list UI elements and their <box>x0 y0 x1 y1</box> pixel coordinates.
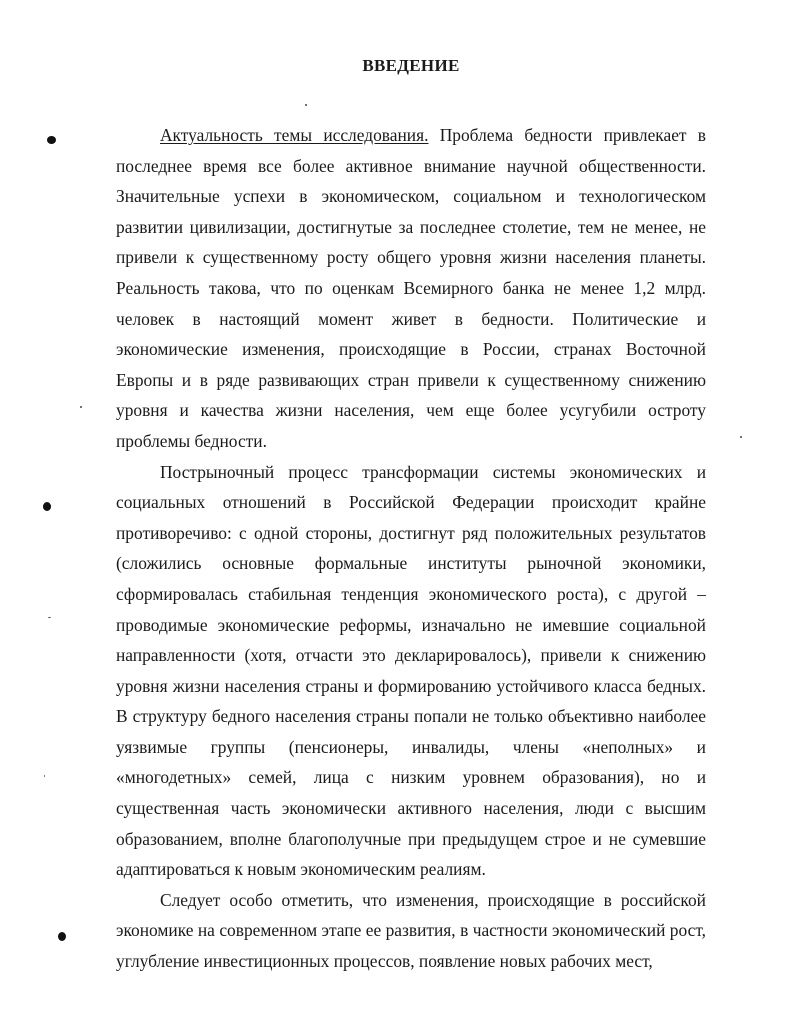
paragraph-1-text: Проблема бедности привлекает в последнее время все более активное внимание научной общественности. Значительные успехи в экономическом, социальном и технологическом развитии цивилизации, достигнутые за последнее столетие, тем не менее, не привели к существенному росту общего уровня жизни населения планеты. Реальность такова, что по оценкам Всемирного банка не менее 1,2 млрд. человек в настоящий момент живет в бедности. Политические и экономические изменения, происходящие в России, странах Восточной Европы и в ряде развивающих стран привели к существенному снижению уровня и качества жизни населения, чем еще более усугубили остроту проблемы бедности. <box>116 125 706 451</box>
scan-mark-3 <box>58 932 66 941</box>
scan-speck-1 <box>305 104 307 106</box>
scan-speck-5 <box>44 775 45 777</box>
document-page <box>116 52 706 977</box>
section-title: ВВЕДЕНИЕ <box>362 56 460 75</box>
scan-speck-3 <box>740 436 742 438</box>
scan-speck-4 <box>48 617 51 618</box>
paragraph-1-lead: Актуальность темы исследования. <box>160 125 429 145</box>
paragraph-3: Следует особо отметить, что изменения, происходящие в российской экономике на современном этапе ее развития, в частности экономический рост, углубление инвестиционных процессов, появление новых рабочих мест, <box>116 889 706 972</box>
paragraph-2: Пострыночный процесс трансформации системы экономических и социальных отношений в Российской Федерации происходит крайне противоречиво: с одной стороны, достигнут ряд положительных результатов (сложились основные формальные институты рыночной экономики, сформировалась стабильная тенденция экономического роста), с другой – проводимые экономические реформы, изначально не имевшие социальной направленности (хотя, отчасти это декларировалось), привели к снижению уровня жизни населения страны и формированию устойчивого класса бедных. В структуру бедного населения страны попали не только объективно наиболее уязвимые группы (пенсионеры, инвалиды, члены «неполных» и «многодетных» семей, лица с низким уровнем образования), но и существенная часть экономически активного населения, люди с высшим образованием, вполне благополучные при предыдущем строе и не сумевшие адаптироваться к новым экономическим реалиям. <box>116 461 706 880</box>
scan-mark-2 <box>43 502 51 511</box>
scan-mark-1 <box>47 136 56 144</box>
paragraph-1 <box>116 120 706 457</box>
scan-speck-2 <box>80 406 82 408</box>
